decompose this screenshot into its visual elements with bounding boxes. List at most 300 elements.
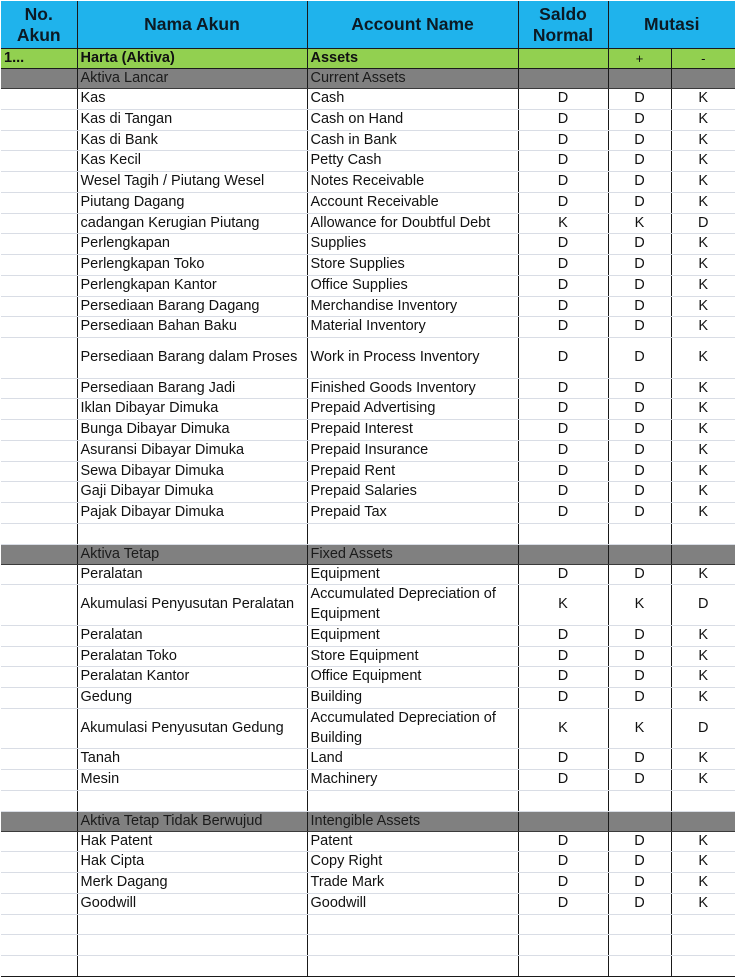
section-account[interactable]: Fixed Assets — [307, 544, 518, 564]
cell-account-name[interactable]: Store Supplies — [307, 255, 518, 276]
cell-account-name[interactable]: Prepaid Insurance — [307, 440, 518, 461]
cell-mutasi-minus[interactable]: D — [671, 708, 735, 749]
cell-account-name[interactable]: Prepaid Advertising — [307, 399, 518, 420]
cell-no[interactable] — [1, 482, 77, 503]
cell-mutasi-minus[interactable]: K — [671, 688, 735, 709]
cell-mutasi-minus[interactable]: D — [671, 585, 735, 626]
cell-minus[interactable] — [671, 523, 735, 544]
cell-nama-akun[interactable]: Goodwill — [77, 893, 307, 914]
cell-no[interactable] — [1, 956, 77, 977]
cell-saldo-normal[interactable]: K — [518, 585, 608, 626]
cell-mutasi-plus[interactable]: D — [608, 130, 671, 151]
cell-saldo-normal[interactable]: D — [518, 873, 608, 894]
cell-mutasi-minus[interactable]: K — [671, 893, 735, 914]
section-no[interactable] — [1, 544, 77, 564]
cell-mutasi-plus[interactable]: D — [608, 625, 671, 646]
cell-no[interactable] — [1, 213, 77, 234]
cell-no[interactable] — [1, 461, 77, 482]
cell-account-name[interactable]: Work in Process Inventory — [307, 338, 518, 379]
cell-mutasi-minus[interactable]: K — [671, 151, 735, 172]
cell-no[interactable] — [1, 89, 77, 110]
cell-nama-akun[interactable]: Hak Patent — [77, 831, 307, 852]
cell-mutasi-plus[interactable]: D — [608, 667, 671, 688]
cell-nama-akun[interactable]: Iklan Dibayar Dimuka — [77, 399, 307, 420]
header-mutasi[interactable]: Mutasi — [608, 1, 735, 49]
cell-saldo-normal[interactable]: D — [518, 89, 608, 110]
cell-minus[interactable] — [671, 935, 735, 956]
cell-no[interactable] — [1, 893, 77, 914]
group-nama[interactable]: Harta (Aktiva) — [77, 49, 307, 69]
cell-nama-akun[interactable]: Kas — [77, 89, 307, 110]
cell-saldo-normal[interactable]: D — [518, 378, 608, 399]
cell-mutasi-minus[interactable]: K — [671, 440, 735, 461]
group-saldo[interactable] — [518, 49, 608, 69]
cell-saldo-normal[interactable]: D — [518, 564, 608, 585]
cell-mutasi-plus[interactable]: D — [608, 109, 671, 130]
table-row — [1, 338, 735, 379]
cell-nama[interactable] — [77, 523, 307, 544]
cell-saldo-normal[interactable]: D — [518, 440, 608, 461]
cell-nama-akun[interactable]: Bunga Dibayar Dimuka — [77, 420, 307, 441]
table-row — [1, 482, 735, 503]
cell-saldo-normal[interactable]: D — [518, 317, 608, 338]
cell-saldo-normal[interactable]: D — [518, 420, 608, 441]
cell-account-name[interactable]: Notes Receivable — [307, 172, 518, 193]
cell-nama[interactable] — [77, 790, 307, 811]
cell-nama-akun[interactable]: Gaji Dibayar Dimuka — [77, 482, 307, 503]
cell-mutasi-minus[interactable]: K — [671, 420, 735, 441]
cell-no[interactable] — [1, 585, 77, 626]
cell-no[interactable] — [1, 109, 77, 130]
cell-nama-akun[interactable]: Persediaan Barang Jadi — [77, 378, 307, 399]
cell-mutasi-plus[interactable]: D — [608, 151, 671, 172]
cell-account[interactable] — [307, 790, 518, 811]
cell-no[interactable] — [1, 399, 77, 420]
cell-mutasi-minus[interactable]: K — [671, 130, 735, 151]
cell-no[interactable] — [1, 790, 77, 811]
cell-nama-akun[interactable]: Wesel Tagih / Piutang Wesel — [77, 172, 307, 193]
cell-mutasi-plus[interactable]: K — [608, 708, 671, 749]
section-minus[interactable] — [671, 811, 735, 831]
section-row — [1, 69, 735, 89]
cell-no[interactable] — [1, 420, 77, 441]
cell-mutasi-minus[interactable]: K — [671, 749, 735, 770]
cell-mutasi-minus[interactable]: K — [671, 503, 735, 524]
cell-account-name[interactable]: Machinery — [307, 770, 518, 791]
cell-account-name[interactable]: Store Equipment — [307, 646, 518, 667]
cell-no[interactable] — [1, 255, 77, 276]
cell-mutasi-plus[interactable]: D — [608, 296, 671, 317]
cell-mutasi-minus[interactable]: K — [671, 461, 735, 482]
cell-saldo-normal[interactable]: D — [518, 192, 608, 213]
cell-nama-akun[interactable]: Pajak Dibayar Dimuka — [77, 503, 307, 524]
cell-account[interactable] — [307, 914, 518, 935]
cell-saldo-normal[interactable]: D — [518, 255, 608, 276]
header-nama-akun[interactable]: Nama Akun — [77, 1, 307, 49]
cell-nama-akun[interactable]: Akumulasi Penyusutan Peralatan — [77, 585, 307, 626]
table-row — [1, 831, 735, 852]
cell-nama-akun[interactable]: Akumulasi Penyusutan Gedung — [77, 708, 307, 749]
cell-plus[interactable] — [608, 790, 671, 811]
cell-mutasi-minus[interactable]: K — [671, 482, 735, 503]
cell-no[interactable] — [1, 172, 77, 193]
cell-nama-akun[interactable]: Tanah — [77, 749, 307, 770]
table-row — [1, 646, 735, 667]
cell-no[interactable] — [1, 503, 77, 524]
cell-account[interactable] — [307, 956, 518, 977]
cell-nama[interactable] — [77, 956, 307, 977]
cell-saldo-normal[interactable]: D — [518, 296, 608, 317]
cell-mutasi-plus[interactable]: D — [608, 440, 671, 461]
section-plus[interactable] — [608, 544, 671, 564]
cell-no[interactable] — [1, 338, 77, 379]
cell-saldo-normal[interactable]: D — [518, 172, 608, 193]
cell-mutasi-plus[interactable]: D — [608, 378, 671, 399]
cell-saldo-normal[interactable]: K — [518, 213, 608, 234]
cell-minus[interactable] — [671, 956, 735, 977]
table-row — [1, 109, 735, 130]
cell-mutasi-minus[interactable]: K — [671, 338, 735, 379]
cell-mutasi-plus[interactable]: D — [608, 852, 671, 873]
cell-account-name[interactable]: Office Equipment — [307, 667, 518, 688]
cell-mutasi-minus[interactable]: K — [671, 317, 735, 338]
cell-mutasi-plus[interactable]: D — [608, 275, 671, 296]
cell-saldo-normal[interactable]: D — [518, 109, 608, 130]
cell-nama-akun[interactable]: Perlengkapan Kantor — [77, 275, 307, 296]
cell-nama-akun[interactable]: Persediaan Bahan Baku — [77, 317, 307, 338]
cell-account-name[interactable]: Goodwill — [307, 893, 518, 914]
cell-nama-akun[interactable]: Kas Kecil — [77, 151, 307, 172]
group-row — [1, 49, 735, 69]
cell-plus[interactable] — [608, 914, 671, 935]
section-account[interactable]: Current Assets — [307, 69, 518, 89]
cell-account-name[interactable]: Land — [307, 749, 518, 770]
section-minus[interactable] — [671, 69, 735, 89]
cell-account-name[interactable]: Finished Goods Inventory — [307, 378, 518, 399]
cell-mutasi-plus[interactable]: D — [608, 749, 671, 770]
cell-nama-akun[interactable]: Hak Cipta — [77, 852, 307, 873]
cell-account-name[interactable]: Trade Mark — [307, 873, 518, 894]
cell-mutasi-plus[interactable]: D — [608, 338, 671, 379]
cell-minus[interactable] — [671, 790, 735, 811]
cell-nama-akun[interactable]: Kas di Bank — [77, 130, 307, 151]
section-plus[interactable] — [608, 811, 671, 831]
cell-nama-akun[interactable]: Peralatan — [77, 564, 307, 585]
cell-saldo-normal[interactable]: D — [518, 688, 608, 709]
cell-mutasi-minus[interactable]: K — [671, 667, 735, 688]
cell-account-name[interactable]: Prepaid Tax — [307, 503, 518, 524]
cell-mutasi-plus[interactable]: D — [608, 831, 671, 852]
section-nama[interactable]: Aktiva Tetap — [77, 544, 307, 564]
section-row — [1, 544, 735, 564]
cell-nama-akun[interactable]: Perlengkapan — [77, 234, 307, 255]
cell-saldo-normal[interactable]: D — [518, 482, 608, 503]
cell-mutasi-plus[interactable]: D — [608, 482, 671, 503]
cell-saldo-normal[interactable]: D — [518, 749, 608, 770]
cell-no[interactable] — [1, 523, 77, 544]
cell-no[interactable] — [1, 770, 77, 791]
table-row — [1, 852, 735, 873]
header-no-akun[interactable]: No. Akun — [1, 1, 77, 49]
cell-no[interactable] — [1, 130, 77, 151]
cell-account-name[interactable]: Prepaid Salaries — [307, 482, 518, 503]
mutasi-plus-label[interactable]: + — [608, 49, 671, 69]
cell-account-name[interactable]: Copy Right — [307, 852, 518, 873]
cell-mutasi-plus[interactable]: D — [608, 317, 671, 338]
cell-mutasi-minus[interactable]: K — [671, 852, 735, 873]
cell-mutasi-plus[interactable]: D — [608, 461, 671, 482]
cell-account-name[interactable]: Petty Cash — [307, 151, 518, 172]
group-no[interactable]: 1... — [1, 49, 77, 69]
table-row — [1, 317, 735, 338]
header-row — [1, 1, 735, 49]
cell-nama-akun[interactable]: Kas di Tangan — [77, 109, 307, 130]
cell-minus[interactable] — [671, 914, 735, 935]
cell-mutasi-plus[interactable]: D — [608, 255, 671, 276]
table-row — [1, 234, 735, 255]
cell-account-name[interactable]: Accumulated Depreciation of Equipment — [307, 585, 518, 626]
cell-saldo-normal[interactable]: D — [518, 667, 608, 688]
cell-mutasi-plus[interactable]: D — [608, 89, 671, 110]
cell-mutasi-minus[interactable]: K — [671, 564, 735, 585]
cell-no[interactable] — [1, 749, 77, 770]
chart-of-accounts-table — [1, 1, 735, 977]
table-row — [1, 399, 735, 420]
section-row — [1, 811, 735, 831]
cell-nama-akun[interactable]: Peralatan Kantor — [77, 667, 307, 688]
cell-nama-akun[interactable]: Asuransi Dibayar Dimuka — [77, 440, 307, 461]
blank-row — [1, 914, 735, 935]
cell-no[interactable] — [1, 275, 77, 296]
cell-mutasi-minus[interactable]: K — [671, 255, 735, 276]
cell-mutasi-minus[interactable]: K — [671, 172, 735, 193]
cell-no[interactable] — [1, 646, 77, 667]
section-minus[interactable] — [671, 544, 735, 564]
cell-plus[interactable] — [608, 935, 671, 956]
cell-mutasi-plus[interactable]: K — [608, 213, 671, 234]
table-row — [1, 89, 735, 110]
cell-mutasi-minus[interactable]: K — [671, 234, 735, 255]
table-row — [1, 420, 735, 441]
cell-account-name[interactable]: Equipment — [307, 564, 518, 585]
cell-nama-akun[interactable]: Gedung — [77, 688, 307, 709]
table-row — [1, 296, 735, 317]
table-row — [1, 213, 735, 234]
cell-saldo-normal[interactable]: D — [518, 151, 608, 172]
cell-mutasi-minus[interactable]: K — [671, 275, 735, 296]
cell-mutasi-plus[interactable]: D — [608, 234, 671, 255]
section-saldo[interactable] — [518, 544, 608, 564]
table-row — [1, 503, 735, 524]
cell-no[interactable] — [1, 667, 77, 688]
cell-mutasi-minus[interactable]: K — [671, 873, 735, 894]
cell-no[interactable] — [1, 873, 77, 894]
header-account-name[interactable]: Account Name — [307, 1, 518, 49]
cell-nama-akun[interactable]: Persediaan Barang dalam Proses — [77, 338, 307, 379]
table-row — [1, 172, 735, 193]
table-row — [1, 378, 735, 399]
cell-mutasi-minus[interactable]: K — [671, 109, 735, 130]
cell-mutasi-minus[interactable]: K — [671, 625, 735, 646]
cell-nama-akun[interactable]: Persediaan Barang Dagang — [77, 296, 307, 317]
cell-no[interactable] — [1, 378, 77, 399]
cell-mutasi-minus[interactable]: K — [671, 192, 735, 213]
cell-account-name[interactable]: Cash in Bank — [307, 130, 518, 151]
cell-nama[interactable] — [77, 914, 307, 935]
header-saldo-normal[interactable]: Saldo Normal — [518, 1, 608, 49]
cell-mutasi-plus[interactable]: D — [608, 503, 671, 524]
section-plus[interactable] — [608, 69, 671, 89]
cell-account-name[interactable]: Patent — [307, 831, 518, 852]
cell-no[interactable] — [1, 317, 77, 338]
table-row — [1, 667, 735, 688]
cell-no[interactable] — [1, 234, 77, 255]
cell-saldo-normal[interactable]: D — [518, 831, 608, 852]
cell-saldo-normal[interactable]: K — [518, 708, 608, 749]
table-row — [1, 564, 735, 585]
cell-account-name[interactable]: Merchandise Inventory — [307, 296, 518, 317]
cell-account-name[interactable]: Building — [307, 688, 518, 709]
table-row — [1, 255, 735, 276]
table-row — [1, 625, 735, 646]
cell-saldo-normal[interactable]: D — [518, 770, 608, 791]
cell-mutasi-minus[interactable]: K — [671, 770, 735, 791]
cell-mutasi-plus[interactable]: D — [608, 646, 671, 667]
section-nama[interactable]: Aktiva Tetap Tidak Berwujud — [77, 811, 307, 831]
section-no[interactable] — [1, 69, 77, 89]
table-row — [1, 461, 735, 482]
cell-saldo[interactable] — [518, 935, 608, 956]
section-no[interactable] — [1, 811, 77, 831]
cell-account-name[interactable]: Accumulated Depreciation of Building — [307, 708, 518, 749]
cell-no[interactable] — [1, 440, 77, 461]
table-row — [1, 688, 735, 709]
cell-no[interactable] — [1, 688, 77, 709]
cell-mutasi-minus[interactable]: D — [671, 213, 735, 234]
cell-nama-akun[interactable]: Sewa Dibayar Dimuka — [77, 461, 307, 482]
cell-no[interactable] — [1, 852, 77, 873]
cell-saldo-normal[interactable]: D — [518, 275, 608, 296]
cell-saldo-normal[interactable]: D — [518, 503, 608, 524]
cell-mutasi-minus[interactable]: K — [671, 399, 735, 420]
cell-mutasi-minus[interactable]: K — [671, 378, 735, 399]
table-row — [1, 749, 735, 770]
cell-mutasi-plus[interactable]: D — [608, 172, 671, 193]
cell-mutasi-plus[interactable]: D — [608, 399, 671, 420]
cell-account-name[interactable]: Prepaid Interest — [307, 420, 518, 441]
cell-nama-akun[interactable]: Peralatan — [77, 625, 307, 646]
cell-account-name[interactable]: Office Supplies — [307, 275, 518, 296]
cell-account-name[interactable]: Cash — [307, 89, 518, 110]
cell-account[interactable] — [307, 523, 518, 544]
cell-saldo[interactable] — [518, 523, 608, 544]
cell-mutasi-plus[interactable]: D — [608, 770, 671, 791]
cell-mutasi-minus[interactable]: K — [671, 296, 735, 317]
cell-saldo[interactable] — [518, 956, 608, 977]
cell-mutasi-plus[interactable]: D — [608, 192, 671, 213]
cell-account-name[interactable]: Prepaid Rent — [307, 461, 518, 482]
cell-account-name[interactable]: Material Inventory — [307, 317, 518, 338]
cell-account-name[interactable]: Cash on Hand — [307, 109, 518, 130]
cell-nama-akun[interactable]: Piutang Dagang — [77, 192, 307, 213]
cell-no[interactable] — [1, 192, 77, 213]
cell-no[interactable] — [1, 625, 77, 646]
table-row — [1, 708, 735, 749]
cell-mutasi-plus[interactable]: D — [608, 893, 671, 914]
table-row — [1, 275, 735, 296]
cell-nama-akun[interactable]: Perlengkapan Toko — [77, 255, 307, 276]
cell-no[interactable] — [1, 296, 77, 317]
cell-nama[interactable] — [77, 935, 307, 956]
table-row — [1, 585, 735, 626]
cell-saldo-normal[interactable]: D — [518, 893, 608, 914]
cell-nama-akun[interactable]: cadangan Kerugian Piutang — [77, 213, 307, 234]
blank-row — [1, 956, 735, 977]
cell-mutasi-minus[interactable]: K — [671, 89, 735, 110]
cell-no[interactable] — [1, 708, 77, 749]
cell-saldo-normal[interactable]: D — [518, 399, 608, 420]
cell-mutasi-plus[interactable]: D — [608, 420, 671, 441]
cell-saldo-normal[interactable]: D — [518, 338, 608, 379]
table-row — [1, 130, 735, 151]
cell-account[interactable] — [307, 935, 518, 956]
blank-row — [1, 935, 735, 956]
cell-saldo-normal[interactable]: D — [518, 625, 608, 646]
mutasi-minus-label[interactable]: - — [671, 49, 735, 69]
cell-saldo-normal[interactable]: D — [518, 461, 608, 482]
cell-mutasi-minus[interactable]: K — [671, 831, 735, 852]
table-row — [1, 192, 735, 213]
table-body — [1, 1, 735, 976]
cell-account-name[interactable]: Supplies — [307, 234, 518, 255]
cell-no[interactable] — [1, 935, 77, 956]
section-saldo[interactable] — [518, 811, 608, 831]
cell-account-name[interactable]: Allowance for Doubtful Debt — [307, 213, 518, 234]
table-row — [1, 893, 735, 914]
cell-plus[interactable] — [608, 523, 671, 544]
cell-mutasi-plus[interactable]: D — [608, 564, 671, 585]
cell-mutasi-plus[interactable]: D — [608, 873, 671, 894]
table-row — [1, 151, 735, 172]
cell-nama-akun[interactable]: Mesin — [77, 770, 307, 791]
cell-saldo[interactable] — [518, 914, 608, 935]
section-nama[interactable]: Aktiva Lancar — [77, 69, 307, 89]
section-account[interactable]: Intengible Assets — [307, 811, 518, 831]
cell-no[interactable] — [1, 564, 77, 585]
cell-no[interactable] — [1, 914, 77, 935]
cell-no[interactable] — [1, 151, 77, 172]
section-saldo[interactable] — [518, 69, 608, 89]
blank-row — [1, 790, 735, 811]
cell-saldo-normal[interactable]: D — [518, 234, 608, 255]
cell-account-name[interactable]: Equipment — [307, 625, 518, 646]
cell-nama-akun[interactable]: Merk Dagang — [77, 873, 307, 894]
cell-saldo-normal[interactable]: D — [518, 646, 608, 667]
cell-mutasi-plus[interactable]: D — [608, 688, 671, 709]
group-account[interactable]: Assets — [307, 49, 518, 69]
cell-mutasi-plus[interactable]: K — [608, 585, 671, 626]
cell-saldo-normal[interactable]: D — [518, 852, 608, 873]
cell-mutasi-minus[interactable]: K — [671, 646, 735, 667]
cell-saldo[interactable] — [518, 790, 608, 811]
cell-no[interactable] — [1, 831, 77, 852]
table-row — [1, 440, 735, 461]
cell-saldo-normal[interactable]: D — [518, 130, 608, 151]
cell-account-name[interactable]: Account Receivable — [307, 192, 518, 213]
cell-plus[interactable] — [608, 956, 671, 977]
table-row — [1, 770, 735, 791]
cell-nama-akun[interactable]: Peralatan Toko — [77, 646, 307, 667]
